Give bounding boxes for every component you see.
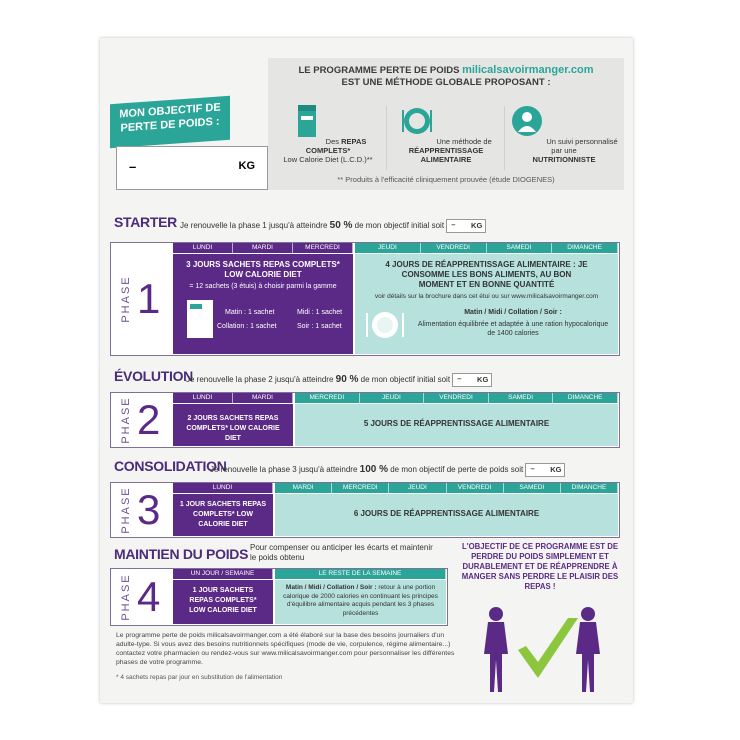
phase4-text: Pour compenser ou anticiper les écarts et maintenir le poids obtenu — [250, 543, 433, 562]
phase3-purple-title: 1 JOUR SACHETS REPAS COMPLETS* LOW CALORIE DIET — [179, 501, 267, 528]
divider — [386, 106, 387, 170]
meal-midi: Midi : 1 sachet — [297, 309, 343, 316]
phase4-teal-text — [275, 584, 446, 618]
phase3-box — [110, 482, 620, 538]
phase2-text — [186, 373, 492, 387]
phase4-teal-desc: retour à une portion calorique de 2000 calories en continuant les principes d'équilibre alimentaire acquis pendant les 3 phases précédentes — [283, 584, 438, 617]
phase1-purple-block — [173, 254, 353, 354]
phase3-purple-days — [173, 483, 273, 493]
meal-soir: Soir : 1 sachet — [297, 323, 342, 330]
phase2-percent: 90 % — [335, 374, 359, 386]
phase2-purple-days — [173, 393, 293, 403]
day-label: SAMEDI — [504, 483, 561, 493]
phase2-kg-box — [452, 373, 492, 387]
day-label: MERCREDI — [293, 243, 353, 253]
sachet-icon — [290, 104, 324, 138]
phase3-text-before: Je renouvelle la phase 3 jusqu'à atteindre — [210, 465, 358, 475]
feature-repas — [272, 104, 384, 164]
programme-title — [268, 64, 624, 89]
plate-icon — [363, 309, 407, 341]
day-label: MARDI — [275, 483, 332, 493]
phase1-purple-title: 3 JOURS SACHETS REPAS COMPLETS* LOW CALORIE DIET — [186, 260, 340, 279]
phase2-box — [110, 392, 620, 448]
phase2-teal-days — [295, 393, 618, 403]
kg-unit: KG — [550, 465, 562, 474]
day-label: SAMEDI — [489, 393, 554, 403]
phase2-purple-block — [173, 404, 293, 446]
kg-dash: – — [457, 374, 462, 383]
phase4-teal-day — [275, 569, 446, 579]
phase1-teal-sub: voir détails sur la brochure dans cet étui ou sur www.milicalsavoirmanger.com — [374, 293, 599, 300]
feature-repas-line1: Des — [325, 137, 340, 146]
feature-repas-line2: Low Calorie Diet (L.C.D.)** — [283, 155, 373, 164]
phase1-purple-sub: = 12 sachets (3 étuis) à choisir parmi la gamme — [189, 283, 337, 290]
day-label: MARDI — [233, 393, 293, 403]
day-label: JEUDI — [360, 393, 425, 403]
legal-text: Le programme perte de poids milicalsavoirmanger.com a été élaboré sur la base des besoins journaliers d'un adulte-type. Si vous avez des besoins nutritionnels spécifiques (mode de vie, corpulence, régime alimentaire...) contactez votre pharmacien ou rendez-vous sur www.milicalsavoirmanger.com pour personnaliser les différentes phases de votre programme. — [116, 632, 455, 666]
day-label: MERCREDI — [295, 393, 360, 403]
phase3-teal-title: 6 JOURS DE RÉAPPRENTISSAGE ALIMENTAIRE — [353, 509, 540, 518]
phase4-title: MAINTIEN DU POIDS — [114, 546, 249, 562]
diogenes-note: ** Produits à l'efficacité cliniquement prouvée (étude DIOGENES) — [337, 175, 555, 184]
feature-nutri-bold: NUTRITIONNISTE — [532, 155, 596, 164]
feature-reapp-bold: RÉAPPRENTISSAGE ALIMENTAIRE — [408, 146, 484, 164]
meal-collation: Collation : 1 sachet — [217, 323, 277, 330]
phase1-teal-block — [355, 254, 618, 354]
feature-nutritionniste — [508, 104, 620, 164]
phase2-title: ÉVOLUTION — [114, 368, 193, 384]
phase2-text-before: Je renouvelle la phase 2 jusqu'à atteindre — [186, 375, 334, 385]
phase4-purple-day — [173, 569, 273, 579]
phase1-percent: 50 % — [329, 220, 353, 232]
objective-banner: MON OBJECTIF DE PERTE DE POIDS : — [110, 96, 230, 148]
kg-unit: KG — [477, 375, 489, 384]
phase3-number: 3 — [137, 486, 161, 533]
day-label: UN JOUR / SEMAINE — [173, 569, 273, 579]
day-label: DIMANCHE — [552, 243, 618, 253]
phase2-word: PHASE — [120, 396, 132, 444]
women-illustration-icon — [468, 604, 618, 694]
day-label: LUNDI — [173, 393, 233, 403]
phase1-text — [180, 219, 486, 233]
objective-dash: – — [129, 159, 137, 174]
phase1-text-before: Je renouvelle la phase 1 jusqu'à atteindre — [180, 221, 328, 231]
phase4-word: PHASE — [120, 573, 132, 621]
kg-unit: KG — [471, 221, 483, 230]
phase3-kg-box — [525, 463, 565, 477]
phase1-text-after: de mon objectif initial soit — [354, 221, 445, 231]
objective-unit: KG — [238, 160, 255, 172]
phase3-purple-block — [173, 494, 273, 536]
phase4-teal-bold: Matin / Midi / Collation / Soir : — [285, 584, 377, 591]
phase4-purple-title: 1 JOUR SACHETS REPAS COMPLETS* LOW CALORIE DIET — [189, 587, 257, 614]
phase1-teal-meal-text: Alimentation équilibrée et adaptée à une ration hypocalorique de 1400 calories — [417, 321, 609, 337]
day-label: JEUDI — [355, 243, 421, 253]
phase2-teal-title: 5 JOURS DE RÉAPPRENTISSAGE ALIMENTAIRE — [363, 419, 550, 428]
day-label: LE RESTE DE LA SEMAINE — [275, 569, 446, 579]
programme-title-prefix: LE PROGRAMME PERTE DE POIDS — [298, 65, 460, 76]
feature-reapprentissage — [390, 104, 502, 164]
phase3-teal-block — [275, 494, 618, 536]
day-label: JEUDI — [389, 483, 446, 493]
kg-dash: – — [451, 220, 456, 229]
feature-repas-bold: REPAS COMPLETS* — [305, 137, 367, 155]
day-label: VENDREDI — [424, 393, 489, 403]
programme-box — [268, 58, 624, 190]
phase4-teal-block — [275, 580, 446, 624]
product-box-back — [100, 38, 633, 703]
day-label: MERCREDI — [332, 483, 389, 493]
phase2-purple-title: 2 JOURS SACHETS REPAS COMPLETS* LOW CALORIE DIET — [186, 415, 280, 442]
day-label: SAMEDI — [487, 243, 553, 253]
phase1-teal-meal: Matin / Midi / Collation / Soir : — [464, 309, 562, 316]
phase3-title: CONSOLIDATION — [114, 458, 227, 474]
feature-nutri-line1: Un suivi personnalisé par une — [546, 137, 618, 155]
day-label: MARDI — [233, 243, 293, 253]
phase1-kg-box — [446, 219, 486, 233]
day-label: DIMANCHE — [561, 483, 618, 493]
day-label: LUNDI — [173, 483, 273, 493]
day-label: DIMANCHE — [553, 393, 618, 403]
programme-title-line2: EST UNE MÉTHODE GLOBALE PROPOSANT : — [341, 77, 551, 88]
footnote: * 4 sachets repas par jour en substitution de l'alimentation — [116, 674, 283, 681]
phase1-number: 1 — [137, 275, 161, 322]
kg-dash: – — [530, 464, 535, 473]
programme-site: milicalsavoirmanger.com — [462, 64, 594, 76]
phase1-purple-days — [173, 243, 353, 253]
phase3-teal-days — [275, 483, 618, 493]
phase3-text — [210, 463, 565, 477]
phase2-teal-block — [295, 404, 618, 446]
phase1-title: STARTER — [114, 214, 177, 230]
phase3-text-after: de mon objectif de perte de poids soit — [390, 465, 524, 475]
meal-matin: Matin : 1 sachet — [225, 309, 275, 316]
phase3-percent: 100 % — [359, 464, 388, 476]
objective-input-box — [116, 146, 268, 190]
phase1-teal-days — [355, 243, 618, 253]
phase1-teal-title: 4 JOURS DE RÉAPPRENTISSAGE ALIMENTAIRE : JE CONSOMME LES BONS ALIMENTS, AU BON MOMENT ET EN BONNE QUANTITÉ — [385, 260, 588, 289]
phase4-purple-block — [173, 580, 273, 624]
phase1-box — [110, 242, 620, 356]
feature-reapp-line1: Une méthode de — [436, 137, 492, 146]
phase3-word: PHASE — [120, 486, 132, 534]
phase2-text-after: de mon objectif initial soit — [360, 375, 451, 385]
objective-statement: L'OBJECTIF DE CE PROGRAMME EST DE PERDRE DU POIDS SIMPLEMENT ET DURABLEMENT ET DE RÉAPPRENDRE À MANGER SANS PERDRE LE PLAISIR DES REPAS ! — [461, 542, 619, 591]
plate-icon — [400, 104, 434, 138]
phase2-number: 2 — [137, 396, 161, 443]
day-label: VENDREDI — [447, 483, 504, 493]
phase1-word: PHASE — [120, 275, 132, 323]
sachet-icon — [185, 298, 215, 340]
day-label: VENDREDI — [421, 243, 487, 253]
divider — [504, 106, 505, 170]
nutritionist-icon — [510, 104, 544, 138]
day-label: LUNDI — [173, 243, 233, 253]
phase4-number: 4 — [137, 573, 161, 620]
phase4-box — [110, 568, 448, 626]
